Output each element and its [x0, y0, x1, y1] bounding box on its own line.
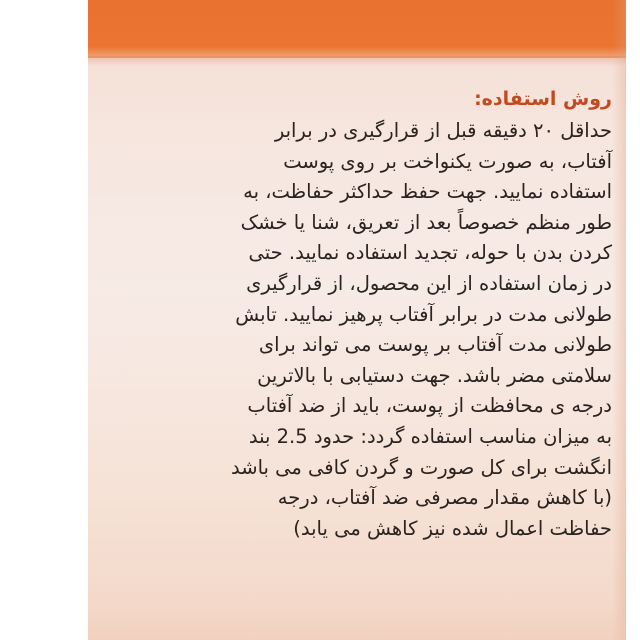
- instruction-line: حفاظت اعمال شده نیز کاهش می یابد): [293, 516, 612, 540]
- instruction-line: در زمان استفاده از این محصول، از قرارگیری: [246, 271, 612, 295]
- instruction-line: درجه ی محافظت از پوست، باید از ضد آفتاب: [247, 394, 612, 418]
- instruction-line: (با کاهش مقدار مصرفی ضد آفتاب، درجه: [277, 486, 612, 510]
- instruction-line: استفاده نمایید. جهت حفظ حداکثر حفاظت، به: [243, 180, 612, 204]
- usage-instructions: [106, 86, 612, 544]
- instructions-heading: روش استفاده:: [474, 88, 612, 110]
- instruction-line: حداقل ۲۰ دقیقه قبل از قرارگیری در برابر: [274, 119, 612, 142]
- bottom-shading: [88, 600, 626, 640]
- instruction-line: سلامتی مضر باشد. جهت دستیابی با بالاترین: [257, 363, 612, 387]
- instruction-line: طولانی مدت آفتاب بر پوست می تواند برای: [258, 333, 612, 357]
- instruction-line: طور منظم خصوصاً بعد از تعریق، شنا یا خشک: [240, 210, 612, 234]
- instruction-line: آفتاب، به صورت یکنواخت بر روی پوست: [283, 149, 612, 173]
- orange-top-band: [88, 0, 626, 58]
- band-shadow: [88, 56, 626, 66]
- instruction-line: کردن بدن با حوله، تجدید استفاده نمایید. حتی: [248, 241, 612, 265]
- instruction-line: انگشت برای کل صورت و گردن کافی می باشد: [231, 455, 612, 479]
- product-box-side: [88, 0, 626, 640]
- instruction-line: طولانی مدت در برابر آفتاب پرهیز نمایید. تابش: [235, 302, 612, 326]
- box-edge-shade: [612, 0, 626, 640]
- instruction-line: به میزان مناسب استفاده گردد: حدود 2.5 بند: [248, 424, 612, 448]
